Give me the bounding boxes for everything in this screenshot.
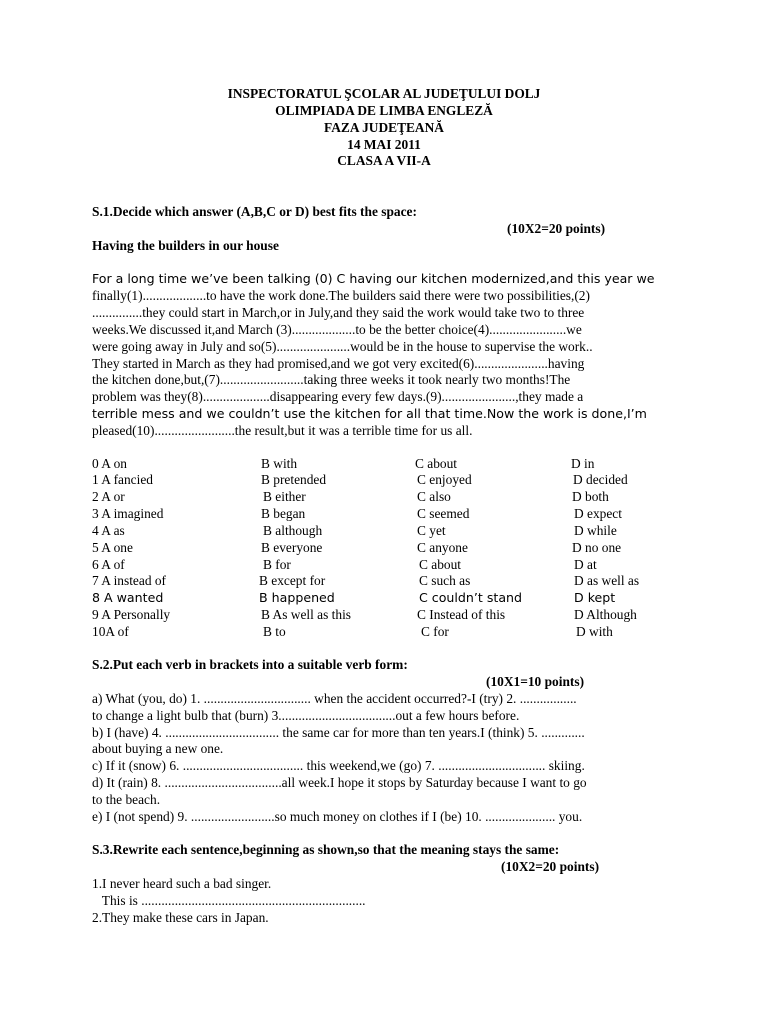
s3-item-2: 2.They make these cars in Japan.	[92, 910, 269, 925]
option-d: D Although	[574, 607, 637, 622]
header-school-inspectorate: INSPECTORATUL ŞCOLAR AL JUDEŢULUI DOLJ	[227, 86, 541, 101]
option-d: D no one	[572, 540, 622, 555]
option-b: B pretended	[261, 472, 327, 487]
option-c: C anyone	[417, 540, 468, 555]
exercise-line: a) What (you, do) 1. ................................ when the accident occurred?-I (try) 2. .................	[92, 691, 577, 706]
passage-line: For a long time we’ve been talking (0) C having our kitchen modernized,and this year we	[92, 271, 655, 286]
s3-item-1: 1.I never heard such a bad singer.	[92, 876, 272, 891]
option-d: D at	[574, 557, 597, 572]
s3-points: (10X2=20 points)	[501, 859, 600, 874]
header-phase: FAZA JUDEŢEANĂ	[324, 120, 444, 135]
s1-instruction: S.1.Decide which answer (A,B,C or D) best fits the space:	[92, 204, 417, 219]
option-a: 3 A imagined	[92, 506, 164, 521]
option-a: 10A of	[92, 624, 129, 639]
passage-line: They started in March as they had promised,and we got very excited(6)......................having	[92, 356, 585, 371]
exercise-line: to the beach.	[92, 792, 161, 807]
option-d: D with	[576, 624, 613, 639]
option-b: B began	[261, 506, 306, 521]
passage-line: weeks.We discussed it,and March (3)...................to be the better choice(4).......................we	[92, 322, 582, 337]
s1-points: (10X2=20 points)	[507, 221, 606, 236]
option-b: B everyone	[261, 540, 323, 555]
option-a: 4 A as	[92, 523, 125, 538]
option-b: B although	[263, 523, 323, 538]
option-c: C about	[419, 557, 462, 572]
exercise-line: about buying a new one.	[92, 741, 224, 756]
exercise-line: e) I (not spend) 9. .........................so much money on clothes if I (be) 10. ..................... you.	[92, 809, 583, 824]
option-c: C such as	[419, 573, 471, 588]
option-d: D expect	[574, 506, 622, 521]
exercise-line: b) I (have) 4. .................................. the same car for more than ten years.I (think) 5. .............	[92, 725, 585, 740]
option-d: D while	[574, 523, 617, 538]
option-d: D as well as	[574, 573, 640, 588]
option-c: C yet	[417, 523, 446, 538]
exercise-line: to change a light bulb that (burn) 3...................................out a few hours before.	[92, 708, 520, 723]
option-d: D both	[572, 489, 609, 504]
header-date: 14 MAI 2011	[347, 137, 421, 152]
s2-points: (10X1=10 points)	[486, 674, 585, 689]
option-b: B As well as this	[261, 607, 352, 622]
option-a: 2 A or	[92, 489, 125, 504]
option-b: B happened	[259, 590, 335, 605]
passage-line: finally(1)...................to have the work done.The builders said there were two possibilities,(2)	[92, 288, 590, 303]
option-a: 1 A fancied	[92, 472, 153, 487]
s3-item-1-answer: This is ...................................................................	[92, 893, 366, 908]
header-olympiad: OLIMPIADA DE LIMBA ENGLEZĂ	[275, 103, 493, 118]
option-b: B except for	[259, 573, 326, 588]
passage-line: terrible mess and we couldn’t use the kitchen for all that time.Now the work is done,I’m	[92, 406, 647, 421]
option-a: 5 A one	[92, 540, 133, 555]
option-b: B to	[263, 624, 286, 639]
s1-title: Having the builders in our house	[92, 238, 279, 253]
exercise-line: d) It (rain) 8. ...................................all week.I hope it stops by Saturday because I want to go	[92, 775, 587, 790]
option-a: 6 A of	[92, 557, 125, 572]
option-c: C Instead of this	[417, 607, 506, 622]
option-c: C about	[415, 456, 458, 471]
option-b: B with	[261, 456, 298, 471]
option-a: 0 A on	[92, 456, 127, 471]
header-class: CLASA A VII-A	[337, 153, 431, 168]
passage-line: ...............they could start in March,or in July,and they said the work would take two to three	[92, 305, 585, 320]
option-d: D decided	[573, 472, 628, 487]
option-a: 7 A instead of	[92, 573, 167, 588]
passage-line: pleased(10)........................the result,but it was a terrible time for us all.	[92, 423, 473, 438]
exercise-line: c) If it (snow) 6. .................................... this weekend,we (go) 7. ................................ skiing.	[92, 758, 585, 773]
passage-line: were going away in July and so(5)......................would be in the house to supervise the work..	[92, 339, 593, 354]
option-c: C enjoyed	[417, 472, 472, 487]
option-b: B for	[263, 557, 291, 572]
option-c: C also	[417, 489, 451, 504]
option-a: 8 A wanted	[92, 590, 164, 605]
option-b: B either	[263, 489, 306, 504]
option-c: C seemed	[417, 506, 470, 521]
passage-line: the kitchen done,but,(7).........................taking three weeks it took nearly two months!The	[92, 372, 571, 387]
option-d: D in	[571, 456, 595, 471]
passage-line: problem was they(8)....................disappearing every few days.(9)......................,they made a	[92, 389, 584, 404]
option-c: C couldn’t stand	[419, 590, 523, 605]
option-c: C for	[421, 624, 449, 639]
option-a: 9 A Personally	[92, 607, 171, 622]
s3-instruction: S.3.Rewrite each sentence,beginning as shown,so that the meaning stays the same:	[92, 842, 560, 857]
option-d: D kept	[574, 590, 616, 605]
s2-instruction: S.2.Put each verb in brackets into a suitable verb form:	[92, 657, 408, 672]
